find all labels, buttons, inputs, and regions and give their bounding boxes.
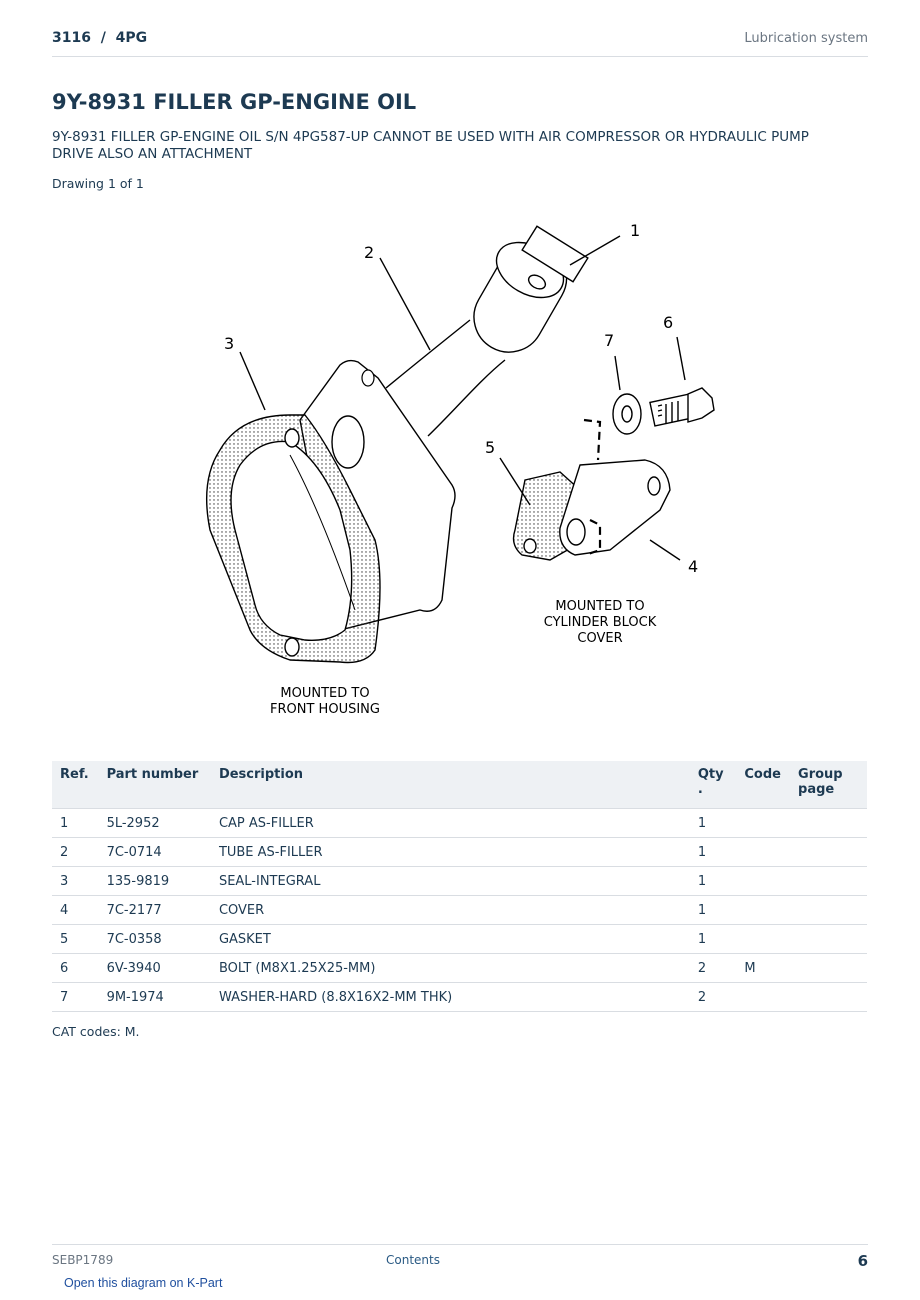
group-description: 9Y-8931 FILLER GP-ENGINE OIL S/N 4PG587-UP CANNOT BE USED WITH AIR COMPRESSOR OR HYDRAULIC PUMP DRIVE ALSO AN ATTACHMENT: [52, 129, 809, 162]
ref-cell: 7: [52, 983, 99, 1012]
qty-cell: 2: [690, 983, 737, 1012]
col-part-number: Part number: [99, 761, 211, 809]
callout-3: 3: [224, 334, 235, 353]
ref-cell: 2: [52, 838, 99, 867]
callout-7: 7: [604, 331, 615, 350]
part-number-cell: 7C-0358: [99, 925, 211, 954]
description-cell: SEAL-INTEGRAL: [211, 867, 690, 896]
group-page-cell: [790, 896, 867, 925]
table-header-row: [52, 761, 867, 809]
table-row: [52, 983, 867, 1012]
ref-cell: 1: [52, 809, 99, 838]
col-code: Code: [736, 761, 790, 809]
document-id: SEBP1789: [52, 1253, 114, 1267]
table-row: [52, 954, 867, 983]
part-number-cell: 6V-3940: [99, 954, 211, 983]
note-block-line3: COVER: [577, 631, 623, 646]
qty-cell: 1: [690, 809, 737, 838]
table-row: [52, 896, 867, 925]
group-page-cell: [790, 954, 867, 983]
group-page-cell: [790, 838, 867, 867]
code-cell: [736, 896, 790, 925]
ref-cell: 3: [52, 867, 99, 896]
qty-cell: 2: [690, 954, 737, 983]
col-qty: Qty .: [690, 761, 737, 809]
description-cell: WASHER-HARD (8.8X16X2-MM THK): [211, 983, 690, 1012]
qty-cell: 1: [690, 838, 737, 867]
qty-cell: 1: [690, 925, 737, 954]
callout-2: 2: [364, 243, 375, 262]
table-row: [52, 838, 867, 867]
page-title: 9Y-8931 FILLER GP-ENGINE OIL: [52, 90, 417, 114]
description-cell: COVER: [211, 896, 690, 925]
code-cell: [736, 809, 790, 838]
table-row: [52, 925, 867, 954]
ref-cell: 5: [52, 925, 99, 954]
drawing-label: Drawing 1 of 1: [52, 176, 144, 191]
ref-cell: 4: [52, 896, 99, 925]
page-footer: [52, 1244, 868, 1275]
parts-table: [52, 761, 867, 1012]
qty-cell: 1: [690, 896, 737, 925]
part-number-cell: 135-9819: [99, 867, 211, 896]
col-ref: Ref.: [52, 761, 99, 809]
cat-codes-note: CAT codes: M.: [52, 1024, 140, 1039]
description-cell: TUBE AS-FILLER: [211, 838, 690, 867]
parts-diagram[interactable]: [180, 210, 740, 730]
group-page-cell: [790, 867, 867, 896]
cover: [560, 460, 670, 555]
group-page-cell: [790, 983, 867, 1012]
code-cell: [736, 867, 790, 896]
table-row: [52, 809, 867, 838]
ref-cell: 6: [52, 954, 99, 983]
note-block-line1: MOUNTED TO: [555, 599, 645, 614]
code-cell: M: [736, 954, 790, 983]
bolt: [650, 388, 714, 426]
note-front-line2: FRONT HOUSING: [270, 702, 380, 717]
model-label: 3116 / 4PG: [52, 30, 148, 46]
washer: [613, 394, 641, 434]
note-front-line1: MOUNTED TO: [280, 686, 370, 701]
qty-cell: 1: [690, 867, 737, 896]
part-number-cell: 9M-1974: [99, 983, 211, 1012]
col-group-page: Group page: [790, 761, 867, 809]
callout-5: 5: [485, 438, 496, 457]
contents-link[interactable]: Contents: [386, 1253, 440, 1267]
part-number-cell: 5L-2952: [99, 809, 211, 838]
callout-6: 6: [663, 313, 674, 332]
description-cell: CAP AS-FILLER: [211, 809, 690, 838]
description-cell: BOLT (M8X1.25X25-MM): [211, 954, 690, 983]
part-number-cell: 7C-2177: [99, 896, 211, 925]
page-header: [52, 28, 868, 57]
note-block-line2: CYLINDER BLOCK: [543, 615, 657, 630]
code-cell: [736, 838, 790, 867]
part-number-cell: 7C-0714: [99, 838, 211, 867]
callout-4: 4: [688, 557, 699, 576]
description-cell: GASKET: [211, 925, 690, 954]
section-label: Lubrication system: [744, 31, 868, 46]
table-row: [52, 867, 867, 896]
group-page-cell: [790, 925, 867, 954]
group-page-cell: [790, 809, 867, 838]
code-cell: [736, 925, 790, 954]
kpart-link[interactable]: Open this diagram on K-Part: [64, 1276, 223, 1290]
page-number: 6: [857, 1252, 868, 1270]
code-cell: [736, 983, 790, 1012]
col-description: Description: [211, 761, 690, 809]
callout-1: 1: [630, 221, 641, 240]
